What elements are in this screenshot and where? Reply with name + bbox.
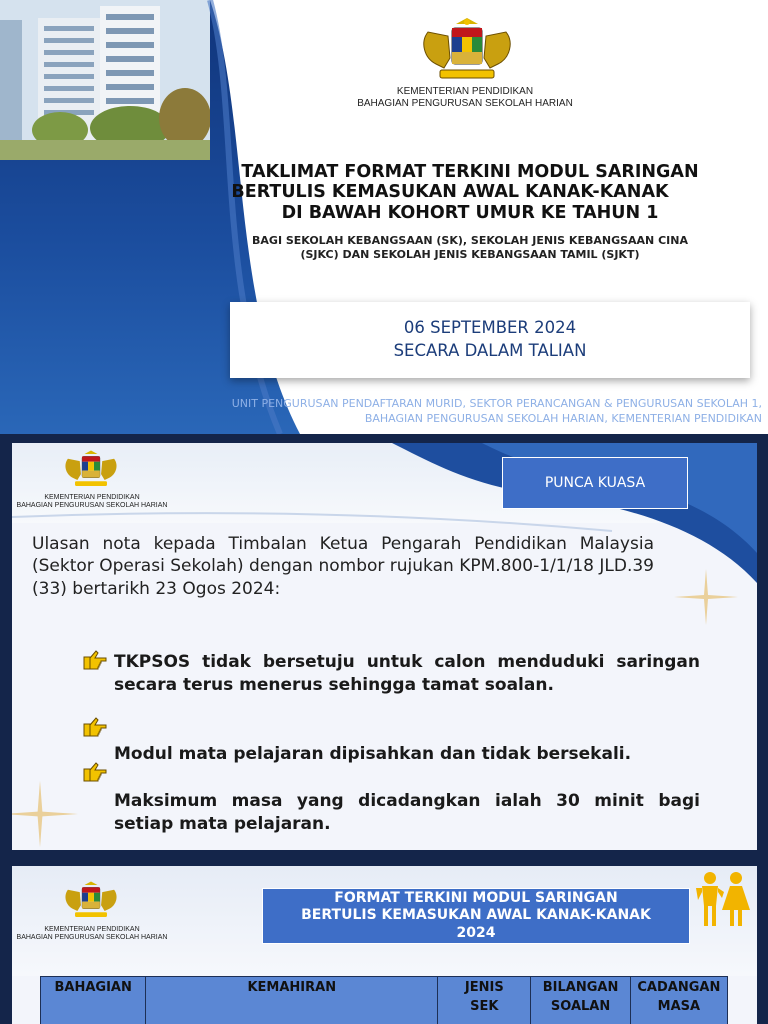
format-table <box>40 976 728 1024</box>
ministry-line2: BAHAGIAN PENGURUSAN SEKOLAH HARIAN <box>16 934 168 942</box>
unit-footer <box>120 396 762 427</box>
ministry-line2: BAHAGIAN PENGURUSAN SEKOLAH HARIAN <box>16 502 168 510</box>
children-figures-icon <box>694 870 754 932</box>
punca-kuasa-slide <box>12 443 757 850</box>
header-jenis-sek: JENIS SEK <box>438 977 531 1024</box>
ministry-label <box>12 494 172 511</box>
format-title-box <box>262 888 690 944</box>
ministry-line1: KEMENTERIAN PENDIDIKAN <box>396 86 534 97</box>
header-bilangan-soalan: BILANGAN SOALAN <box>531 977 630 1024</box>
bullet-item-1: TKPSOS tidak bersetuju untuk calon menduduki saringan secara terus menerus sehingga tamat soalan. <box>114 652 700 695</box>
header-bahagian: BAHAGIAN <box>41 977 146 1024</box>
pointing-hand-icon <box>82 649 108 671</box>
punca-kuasa-badge: PUNCA KUASA <box>502 457 688 509</box>
footer-line1: UNIT PENGURUSAN PENDAFTARAN MURID, SEKTOR PERANCANGAN & PENGURUSAN SEKOLAH 1, <box>231 397 762 410</box>
title-slide <box>0 0 768 434</box>
intro-paragraph: Ulasan nota kepada Timbalan Ketua Pengarah Pendidikan Malaysia (Sektor Operasi Sekolah) dengan nombor rujukan KPM.800-1/1/18 JLD.39 (33) bertarikh 23 Ogos 2024: <box>32 534 654 599</box>
event-date: 06 SEPTEMBER 2024 <box>403 318 577 337</box>
event-mode: SECARA DALAM TALIAN <box>393 341 587 361</box>
date-box <box>230 302 750 378</box>
table-header-row <box>41 977 728 1024</box>
pointing-hand-icon <box>82 716 108 738</box>
subtitle-line2: (SJKC) DAN SEKOLAH JENIS KEBANGSAAN TAMIL (SJKT) <box>300 248 640 262</box>
title-line2: BERTULIS KEMASUKAN AWAL KANAK-KANAK <box>231 182 669 203</box>
ministry-label <box>12 926 172 943</box>
format-title-line3: 2024 <box>456 924 496 941</box>
header-kemahiran: KEMAHIRAN <box>146 977 438 1024</box>
bullet-item-2: Modul mata pelajaran dipisahkan dan tidak bersekali. <box>114 744 632 764</box>
slide-subtitle <box>200 234 740 263</box>
format-title-line2: BERTULIS KEMASUKAN AWAL KANAK-KANAK <box>301 907 651 924</box>
bullet-item-3: Maksimum masa yang dicadangkan ialah 30 minit bagi setiap mata pelajaran. <box>114 791 700 834</box>
slide-title <box>200 162 740 223</box>
subtitle-line1: BAGI SEKOLAH KEBANGSAAN (SK), SEKOLAH JENIS KEBANGSAAN CINA <box>252 234 688 247</box>
title-line1: TAKLIMAT FORMAT TERKINI MODUL SARINGAN <box>241 162 699 182</box>
pointing-hand-icon <box>82 761 108 783</box>
format-title-line1: FORMAT TERKINI MODUL SARINGAN <box>334 889 618 906</box>
sparkle-star-icon <box>674 569 738 625</box>
header-cadangan-masa: CADANGAN MASA <box>630 977 727 1024</box>
ministry-line1: KEMENTERIAN PENDIDIKAN <box>44 494 140 501</box>
sparkle-star-icon <box>12 779 78 849</box>
title-line3: DI BAWAH KOHORT UMUR KE TAHUN 1 <box>281 202 659 223</box>
ministry-line1: KEMENTERIAN PENDIDIKAN <box>44 926 140 933</box>
ministry-line2: BAHAGIAN PENGURUSAN SEKOLAH HARIAN <box>357 98 573 109</box>
footer-line2: BAHAGIAN PENGURUSAN SEKOLAH HARIAN, KEMENTERIAN PENDIDIKAN <box>364 412 762 426</box>
format-modul-slide <box>12 866 757 1024</box>
malaysia-coat-of-arms-icon <box>62 449 120 491</box>
ministry-label <box>330 86 600 110</box>
malaysia-coat-of-arms-icon <box>62 880 120 922</box>
malaysia-coat-of-arms-icon <box>418 18 516 84</box>
